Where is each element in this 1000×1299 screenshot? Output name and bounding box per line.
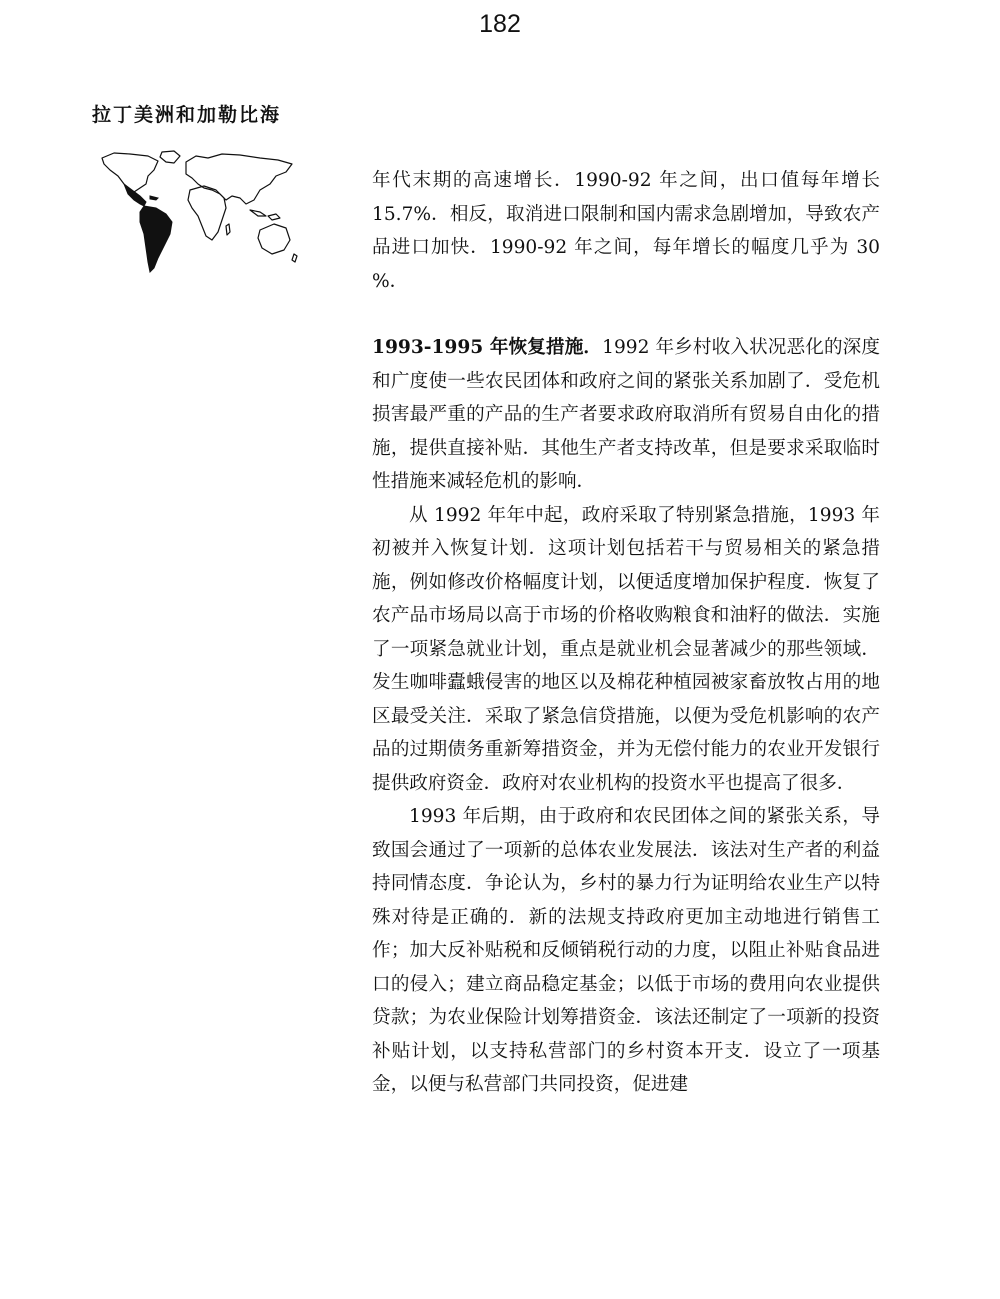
paragraph-agriculture-law: 1993 年后期，由于政府和农民团体之间的紧张关系，导致国会通过了一项新的总体农业发展法．该法对生产者的利益持同情态度．争论认为，乡村的暴力行为证明给农业生产以特殊对待是正确的．新的法规支持政府更加主动地进行销售工作；加大反补贴税和反倾销税行动的力度，以阻止补贴食品进口的侵入；建立商品稳定基金；以低于市场的费用向农业提供贷款；为农业保险计划筹措资金．该法还制定了一项新的投资补贴计划，以支持私营部门的乡村资本开支．设立了一项基金，以便与私营部门共同投资，促进建 [372,806,880,1095]
body-text-column [372,164,880,1102]
region-title: 拉丁美洲和加勒比海 [92,104,282,126]
page-number: 182 [479,10,521,38]
section-paragraph [372,331,880,499]
paragraph-emergency-measures: 从 1992 年年中起，政府采取了特别紧急措施，1993 年初被并入恢复计划．这项计划包括若干与贸易相关的紧急措施，例如修改价格幅度计划，以便适度增加保护程度．恢复了农产品市场局以高于市场的价格收购粮食和油籽的做法．实施了一项紧急就业计划，重点是就业机会显著减少的那些领域．发生咖啡蠹蛾侵害的地区以及棉花种植园被家畜放牧占用的地区最受关注．采取了紧急信贷措施，以便为受危机影响的农产品的过期债务重新筹措资金，并为无偿付能力的农业开发银行提供政府资金．政府对农业机构的投资水平也提高了很多． [372,504,880,794]
intro-paragraph: 年代末期的高速增长．1990-92 年之间，出口值每年增长 15.7%．相反，取消进口限制和国内需求急剧增加，导致农产品进口加快．1990-92 年之间，每年增长的幅度几乎为 30 %． [372,170,880,292]
section-heading: 1993-1995 年恢复措施． [372,337,603,358]
world-map-icon [100,150,300,275]
section-text: 1992 年乡村收入状况恶化的深度和广度使一些农民团体和政府之间的紧张关系加剧了．受危机损害最严重的产品的生产者要求政府取消所有贸易自由化的措施，提供直接补贴．其他生产者支持改革，但是要求采取临时性措施来减轻危机的影响． [372,337,880,492]
